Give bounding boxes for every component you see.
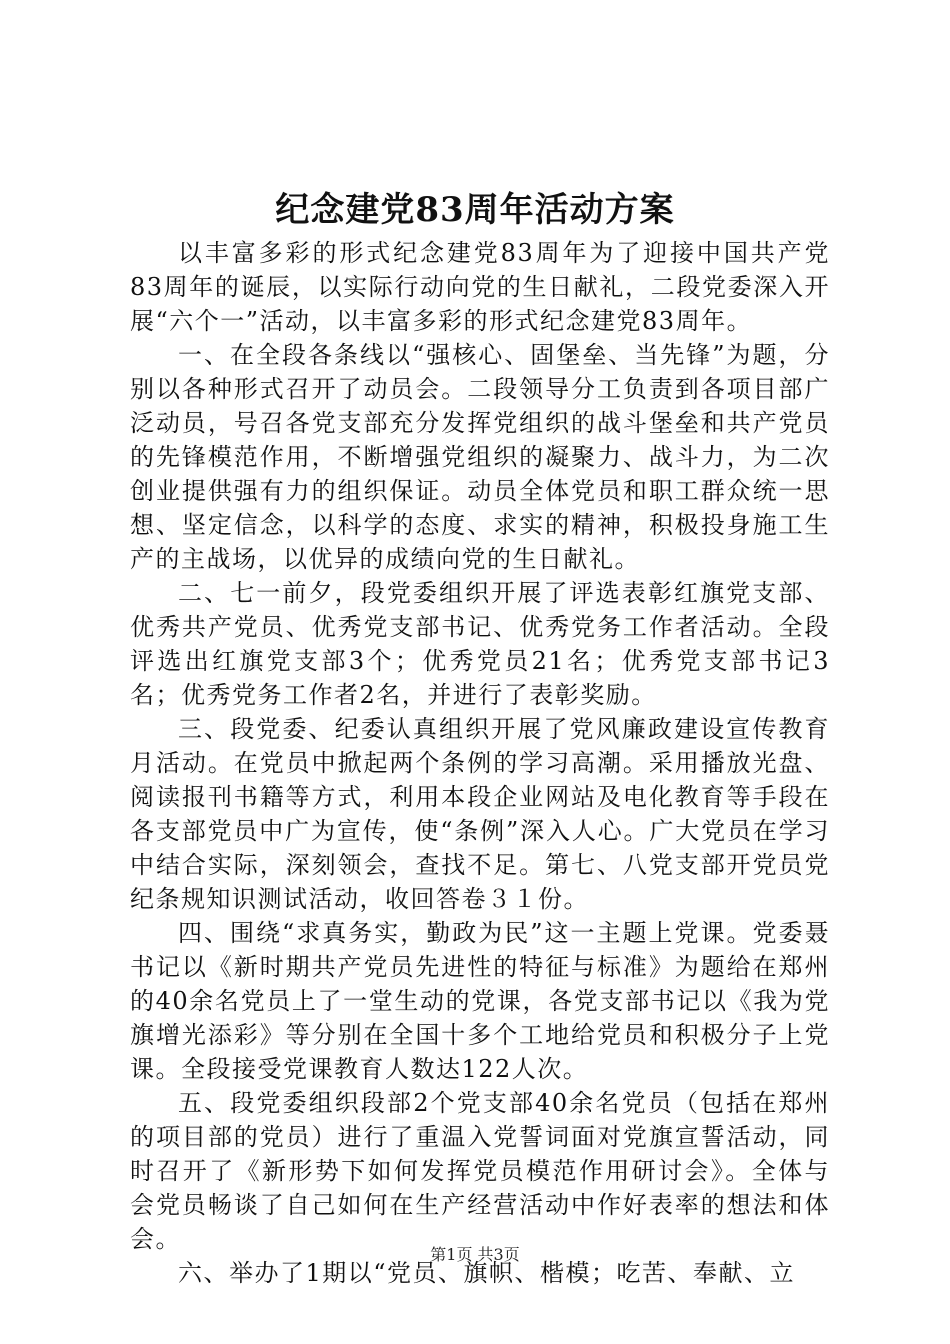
document-body bbox=[130, 236, 830, 1290]
paragraph-item-5: 五、段党委组织段部2个党支部40余名党员（包括在郑州的项目部的党员）进行了重温入党誓词面对党旗宣誓活动，同时召开了《新形势下如何发挥党员模范作用研讨会》。全体与会党员畅谈了自己如何在生产经营活动中作好表率的想法和体会。 bbox=[130, 1089, 830, 1253]
paragraph-item-3: 三、段党委、纪委认真组织开展了党风廉政建设宣传教育月活动。在党员中掀起两个条例的学习高潮。采用播放光盘、阅读报刊书籍等方式，利用本段企业网站及电化教育等手段在各支部党员中广为宣传，使“条例”深入人心。广大党员在学习中结合实际，深刻领会，查找不足。第七、八党支部开党员党纪条规知识测试活动，收回答卷３１份。 bbox=[130, 715, 830, 913]
page-number-footer: 第1页 共3页 bbox=[430, 1245, 520, 1264]
paragraph-item-2: 二、七一前夕，段党委组织开展了评选表彰红旗党支部、优秀共产党员、优秀党支部书记、优秀党务工作者活动。全段评选出红旗党支部3个；优秀党员21名；优秀党支部书记3名；优秀党务工作者2名，并进行了表彰奖励。 bbox=[130, 579, 830, 709]
document-title: 纪念建党83周年活动方案 bbox=[275, 190, 675, 230]
paragraph-item-4: 四、围绕“求真务实，勤政为民”这一主题上党课。党委聂书记以《新时期共产党员先进性的特征与标准》为题给在郑州的40余名党员上了一堂生动的党课，各党支部书记以《我为党旗增光添彩》等分别在全国十多个工地给党员和积极分子上党课。全段接受党课教育人数达122人次。 bbox=[130, 919, 830, 1083]
paragraph-item-1: 一、在全段各条线以“强核心、固堡垒、当先锋”为题，分别以各种形式召开了动员会。二段领导分工负责到各项目部广泛动员，号召各党支部充分发挥党组织的战斗堡垒和共产党员的先锋模范作用，不断增强党组织的凝聚力、战斗力，为二次创业提供强有力的组织保证。动员全体党员和职工群众统一思想、坚定信念，以科学的态度、求实的精神，积极投身施工生产的主战场，以优异的成绩向党的生日献礼。 bbox=[130, 341, 830, 573]
paragraph-intro: 以丰富多彩的形式纪念建党83周年为了迎接中国共产党83周年的诞辰，以实际行动向党的生日献礼，二段党委深入开展“六个一”活动，以丰富多彩的形式纪念建党83周年。 bbox=[130, 239, 830, 335]
paragraph-item-6: 六、举办了1期以“党员、旗帜、楷模；吃苦、奉献、立 bbox=[178, 1259, 796, 1287]
